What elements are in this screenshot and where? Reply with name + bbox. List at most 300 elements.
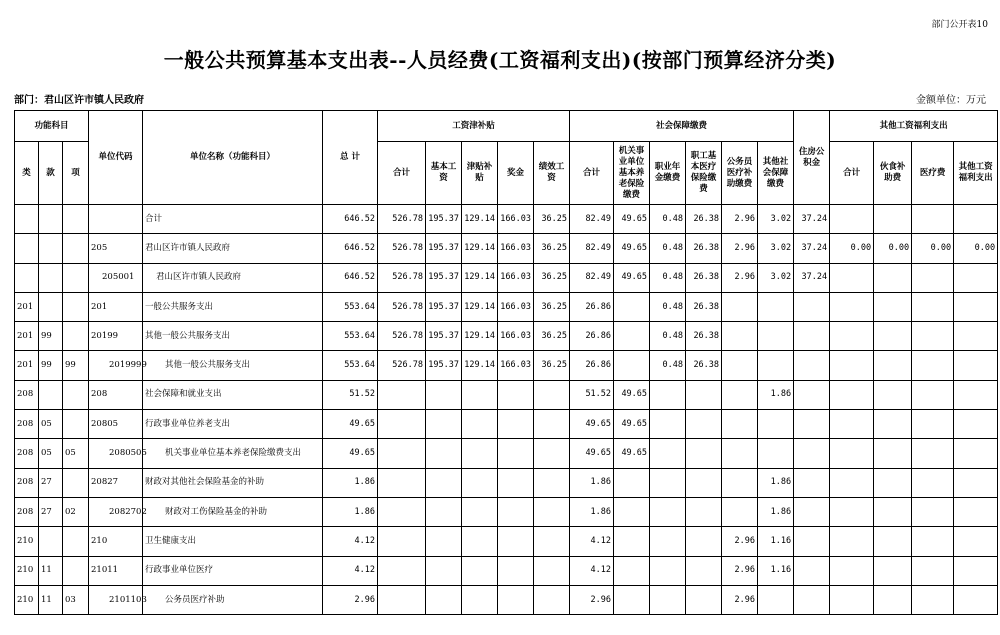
lei-cell [15,263,39,292]
social-total-cell: 26.86 [570,351,614,380]
other-welfare-cell [954,322,998,351]
table-row [15,439,998,468]
social-total-cell: 1.86 [570,497,614,526]
medical-fee-cell [912,263,954,292]
other-welfare-cell [954,351,998,380]
performance-pay-cell [534,585,570,614]
housing-fund-cell [794,351,830,380]
lei-cell: 210 [15,585,39,614]
allowance-cell [462,497,498,526]
unit-name-cell: 行政事业单位医疗 [143,556,323,585]
meal-allowance-cell [874,410,912,439]
housing-fund-cell: 37.24 [794,234,830,263]
total-cell: 553.64 [323,351,378,380]
medical-fee-cell [912,410,954,439]
civil-servant-medical-cell [722,351,758,380]
page-title: 一般公共预算基本支出表--人员经费(工资福利支出)(按部门预算经济分类) [163,48,837,72]
meal-allowance-cell [874,322,912,351]
table-row [15,497,998,526]
basic-salary-cell: 195.37 [426,234,462,263]
pension-cell: 49.65 [614,234,650,263]
other-total-cell [830,380,874,409]
salary-total-cell [378,497,426,526]
performance-pay-cell: 36.25 [534,263,570,292]
civil-servant-medical-cell: 2.96 [722,585,758,614]
medical-insurance-cell [686,410,722,439]
allowance-cell: 129.14 [462,322,498,351]
basic-salary-cell: 195.37 [426,322,462,351]
xiang-cell [63,380,89,409]
annuity-cell [650,380,686,409]
other-total-cell [830,497,874,526]
bonus-cell [498,527,534,556]
total-cell: 1.86 [323,497,378,526]
other-welfare-cell [954,585,998,614]
other-social-cell [758,322,794,351]
medical-insurance-cell [686,380,722,409]
salary-total-cell [378,468,426,497]
unit-code-cell: 2019999 [89,351,143,380]
other-social-cell: 1.86 [758,468,794,497]
unit-code-cell: 20827 [89,468,143,497]
unit-name-cell: 合计 [143,205,323,234]
unit-name-cell: 君山区许市镇人民政府 [143,234,323,263]
unit-code-cell: 208 [89,380,143,409]
housing-fund-cell: 37.24 [794,263,830,292]
other-total-header: 合计 [830,142,874,205]
housing-fund-cell [794,439,830,468]
allowance-cell: 129.14 [462,351,498,380]
medical-fee-cell [912,205,954,234]
table-row [15,380,998,409]
other-total-cell [830,205,874,234]
medical-insurance-cell: 26.38 [686,351,722,380]
medical-fee-cell [912,322,954,351]
basic-salary-cell [426,410,462,439]
xiang-header: 项 [63,142,89,205]
allowance-cell [462,556,498,585]
pension-cell [614,468,650,497]
salary-total-cell [378,439,426,468]
other-social-cell [758,439,794,468]
civil-servant-medical-cell [722,292,758,321]
performance-pay-cell: 36.25 [534,351,570,380]
other-total-cell [830,410,874,439]
medical-insurance-cell [686,527,722,556]
housing-fund-cell [794,292,830,321]
unit-name-cell: 社会保障和就业支出 [143,380,323,409]
social-total-cell: 82.49 [570,205,614,234]
unit-code-cell: 2101103 [89,585,143,614]
other-total-cell [830,585,874,614]
other-social-cell [758,585,794,614]
performance-pay-cell: 36.25 [534,322,570,351]
allowance-cell [462,410,498,439]
unit-name-cell: 财政对其他社会保险基金的补助 [143,468,323,497]
medical-fee-cell [912,468,954,497]
medical-insurance-cell: 26.38 [686,234,722,263]
housing-fund-cell [794,497,830,526]
bonus-cell [498,439,534,468]
salary-total-cell [378,410,426,439]
other-social-cell: 1.86 [758,380,794,409]
xiang-cell [63,234,89,263]
other-social-cell [758,292,794,321]
allowance-cell: 129.14 [462,234,498,263]
unit-name-cell: 其他一般公共服务支出 [143,351,323,380]
annuity-cell [650,439,686,468]
civil-servant-medical-cell [722,439,758,468]
other-total-cell [830,292,874,321]
meal-allowance-cell [874,263,912,292]
civil-servant-medical-cell: 2.96 [722,556,758,585]
salary-total-cell [378,585,426,614]
medical-insurance-cell: 26.38 [686,292,722,321]
other-welfare-cell [954,497,998,526]
lei-cell: 201 [15,322,39,351]
other-social-cell: 3.02 [758,205,794,234]
performance-pay-cell [534,380,570,409]
total-cell: 51.52 [323,380,378,409]
civil-servant-medical-cell [722,410,758,439]
table-row [15,322,998,351]
other-welfare-group-header: 其他工资福利支出 [830,111,998,142]
lei-cell: 201 [15,351,39,380]
pension-cell [614,322,650,351]
table-row [15,410,998,439]
xiang-cell [63,468,89,497]
basic-salary-cell [426,527,462,556]
unit-name-cell: 机关事业单位基本养老保险缴费支出 [143,439,323,468]
other-social-header: 其他社会保障缴费 [758,142,794,205]
pension-cell: 49.65 [614,410,650,439]
allowance-cell [462,439,498,468]
housing-fund-cell [794,380,830,409]
unit-code-cell: 20805 [89,410,143,439]
social-group-header: 社会保障缴费 [570,111,794,142]
lei-cell: 208 [15,497,39,526]
pension-cell [614,292,650,321]
other-total-cell [830,439,874,468]
allowance-cell [462,380,498,409]
housing-fund-cell [794,468,830,497]
medical-fee-cell [912,497,954,526]
kuan-cell: 05 [39,410,63,439]
bonus-cell [498,497,534,526]
annuity-header: 职业年金缴费 [650,142,686,205]
kuan-cell: 05 [39,439,63,468]
meal-allowance-cell [874,556,912,585]
lei-cell: 208 [15,380,39,409]
other-total-cell [830,468,874,497]
table-row [15,205,998,234]
allowance-cell: 129.14 [462,292,498,321]
meal-allowance-cell: 0.00 [874,234,912,263]
salary-total-header: 合计 [378,142,426,205]
total-cell: 646.52 [323,205,378,234]
pension-cell: 49.65 [614,263,650,292]
other-welfare-cell [954,527,998,556]
kuan-cell: 99 [39,351,63,380]
other-social-cell: 1.16 [758,556,794,585]
other-social-cell [758,351,794,380]
other-social-cell: 3.02 [758,263,794,292]
civil-servant-medical-cell [722,497,758,526]
social-total-cell: 4.12 [570,527,614,556]
bonus-cell: 166.03 [498,263,534,292]
housing-fund-cell: 37.24 [794,205,830,234]
xiang-cell: 03 [63,585,89,614]
lei-cell [15,234,39,263]
xiang-cell [63,322,89,351]
basic-salary-cell [426,380,462,409]
lei-cell: 210 [15,527,39,556]
kuan-cell [39,380,63,409]
medical-insurance-header: 职工基本医疗保险缴费 [686,142,722,205]
bonus-cell [498,380,534,409]
medical-fee-cell [912,380,954,409]
expenditure-table [14,110,998,615]
annuity-cell [650,527,686,556]
table-row [15,263,998,292]
pension-cell: 49.65 [614,439,650,468]
civil-servant-medical-cell [722,322,758,351]
lei-cell: 208 [15,468,39,497]
table-row [15,292,998,321]
other-total-cell [830,322,874,351]
performance-pay-cell [534,497,570,526]
total-cell: 646.52 [323,234,378,263]
social-total-cell: 4.12 [570,556,614,585]
basic-salary-cell [426,439,462,468]
other-social-cell [758,410,794,439]
kuan-cell [39,234,63,263]
pension-cell [614,556,650,585]
performance-pay-header: 绩效工资 [534,142,570,205]
lei-cell: 208 [15,439,39,468]
medical-insurance-cell: 26.38 [686,205,722,234]
func-subject-header: 功能科目 [15,111,89,142]
total-cell: 553.64 [323,292,378,321]
medical-fee-cell [912,439,954,468]
total-cell: 1.86 [323,468,378,497]
unit-name-cell: 财政对工伤保险基金的补助 [143,497,323,526]
medical-fee-cell [912,292,954,321]
performance-pay-cell [534,556,570,585]
annuity-cell: 0.48 [650,292,686,321]
kuan-cell [39,205,63,234]
bonus-cell: 166.03 [498,351,534,380]
basic-salary-cell [426,497,462,526]
allowance-cell: 129.14 [462,205,498,234]
civil-servant-medical-cell: 2.96 [722,234,758,263]
kuan-cell: 27 [39,468,63,497]
bonus-cell [498,585,534,614]
total-cell: 4.12 [323,556,378,585]
unit-name-cell: 一般公共服务支出 [143,292,323,321]
basic-salary-cell: 195.37 [426,263,462,292]
bonus-cell: 166.03 [498,205,534,234]
housing-fund-cell [794,585,830,614]
other-total-cell [830,556,874,585]
bonus-header: 奖金 [498,142,534,205]
lei-cell: 210 [15,556,39,585]
social-total-cell: 82.49 [570,234,614,263]
basic-salary-cell [426,556,462,585]
salary-total-cell: 526.78 [378,234,426,263]
table-number-label: 部门公开表10 [931,20,988,30]
social-total-cell: 26.86 [570,292,614,321]
housing-fund-cell [794,527,830,556]
meal-allowance-cell [874,351,912,380]
annuity-cell [650,410,686,439]
annuity-cell [650,585,686,614]
other-total-cell [830,351,874,380]
annuity-cell: 0.48 [650,322,686,351]
salary-total-cell [378,527,426,556]
annuity-cell: 0.48 [650,234,686,263]
social-total-cell: 1.86 [570,468,614,497]
bonus-cell [498,468,534,497]
xiang-cell [63,292,89,321]
table-row [15,234,998,263]
total-cell: 4.12 [323,527,378,556]
xiang-cell [63,410,89,439]
medical-insurance-cell [686,556,722,585]
medical-insurance-cell [686,468,722,497]
other-welfare-cell: 0.00 [954,234,998,263]
salary-group-header: 工资津补贴 [378,111,570,142]
xiang-cell [63,263,89,292]
allowance-cell [462,468,498,497]
performance-pay-cell [534,410,570,439]
lei-header: 类 [15,142,39,205]
meal-allowance-cell [874,527,912,556]
unit-code-cell: 210 [89,527,143,556]
allowance-cell: 129.14 [462,263,498,292]
allowance-header: 津贴补贴 [462,142,498,205]
total-cell: 49.65 [323,439,378,468]
unit-code-cell [89,205,143,234]
annuity-cell [650,468,686,497]
pension-cell: 49.65 [614,380,650,409]
allowance-cell [462,585,498,614]
other-welfare-cell [954,205,998,234]
table-row [15,527,998,556]
unit-name-header: 单位名称（功能科目） [143,111,323,205]
kuan-header: 款 [39,142,63,205]
basic-salary-cell: 195.37 [426,205,462,234]
unit-name-cell: 君山区许市镇人民政府 [143,263,323,292]
unit-code-cell: 20199 [89,322,143,351]
basic-salary-cell: 195.37 [426,292,462,321]
unit-code-header: 单位代码 [89,111,143,205]
other-social-cell: 3.02 [758,234,794,263]
kuan-cell [39,527,63,556]
bonus-cell [498,410,534,439]
performance-pay-cell: 36.25 [534,292,570,321]
medical-fee-header: 医疗费 [912,142,954,205]
other-social-cell: 1.86 [758,497,794,526]
table-row [15,585,998,614]
unit-name-cell: 公务员医疗补助 [143,585,323,614]
unit-code-cell: 2080505 [89,439,143,468]
annuity-cell: 0.48 [650,351,686,380]
medical-insurance-cell [686,439,722,468]
annuity-cell: 0.48 [650,263,686,292]
pension-cell: 49.65 [614,205,650,234]
medical-insurance-cell: 26.38 [686,322,722,351]
meal-allowance-cell [874,439,912,468]
salary-total-cell: 526.78 [378,351,426,380]
meal-allowance-cell [874,585,912,614]
xiang-cell: 02 [63,497,89,526]
social-total-cell: 82.49 [570,263,614,292]
pension-cell [614,585,650,614]
other-total-cell: 0.00 [830,234,874,263]
unit-code-cell: 205 [89,234,143,263]
total-cell: 553.64 [323,322,378,351]
performance-pay-cell: 36.25 [534,234,570,263]
medical-fee-cell [912,527,954,556]
xiang-cell [63,205,89,234]
department-label: 部门：君山区许市镇人民政府 [14,95,144,106]
total-cell: 646.52 [323,263,378,292]
civil-servant-medical-cell [722,380,758,409]
annuity-cell [650,497,686,526]
unit-name-cell: 行政事业单位养老支出 [143,410,323,439]
bonus-cell [498,556,534,585]
civil-servant-medical-cell [722,468,758,497]
meal-allowance-cell [874,497,912,526]
amount-unit-label: 金额单位：万元 [916,95,986,106]
total-cell: 2.96 [323,585,378,614]
annuity-cell [650,556,686,585]
salary-total-cell: 526.78 [378,263,426,292]
performance-pay-cell [534,527,570,556]
basic-salary-cell: 195.37 [426,351,462,380]
medical-fee-cell [912,556,954,585]
medical-insurance-cell: 26.38 [686,263,722,292]
pension-cell [614,497,650,526]
social-total-cell: 26.86 [570,322,614,351]
total-cell: 49.65 [323,410,378,439]
meal-allowance-cell [874,205,912,234]
pension-header: 机关事业单位基本养老保险缴费 [614,142,650,205]
meal-allowance-header: 伙食补助费 [874,142,912,205]
salary-total-cell: 526.78 [378,322,426,351]
table-row [15,556,998,585]
medical-insurance-cell [686,585,722,614]
bonus-cell: 166.03 [498,234,534,263]
other-total-cell [830,263,874,292]
other-social-cell: 1.16 [758,527,794,556]
salary-total-cell: 526.78 [378,292,426,321]
other-welfare-cell [954,468,998,497]
kuan-cell [39,263,63,292]
salary-total-cell [378,380,426,409]
housing-fund-cell [794,410,830,439]
social-total-cell: 51.52 [570,380,614,409]
kuan-cell: 27 [39,497,63,526]
kuan-cell [39,292,63,321]
civil-servant-medical-cell: 2.96 [722,263,758,292]
xiang-cell [63,527,89,556]
social-total-cell: 2.96 [570,585,614,614]
xiang-cell: 99 [63,351,89,380]
meal-allowance-cell [874,468,912,497]
housing-fund-cell [794,322,830,351]
